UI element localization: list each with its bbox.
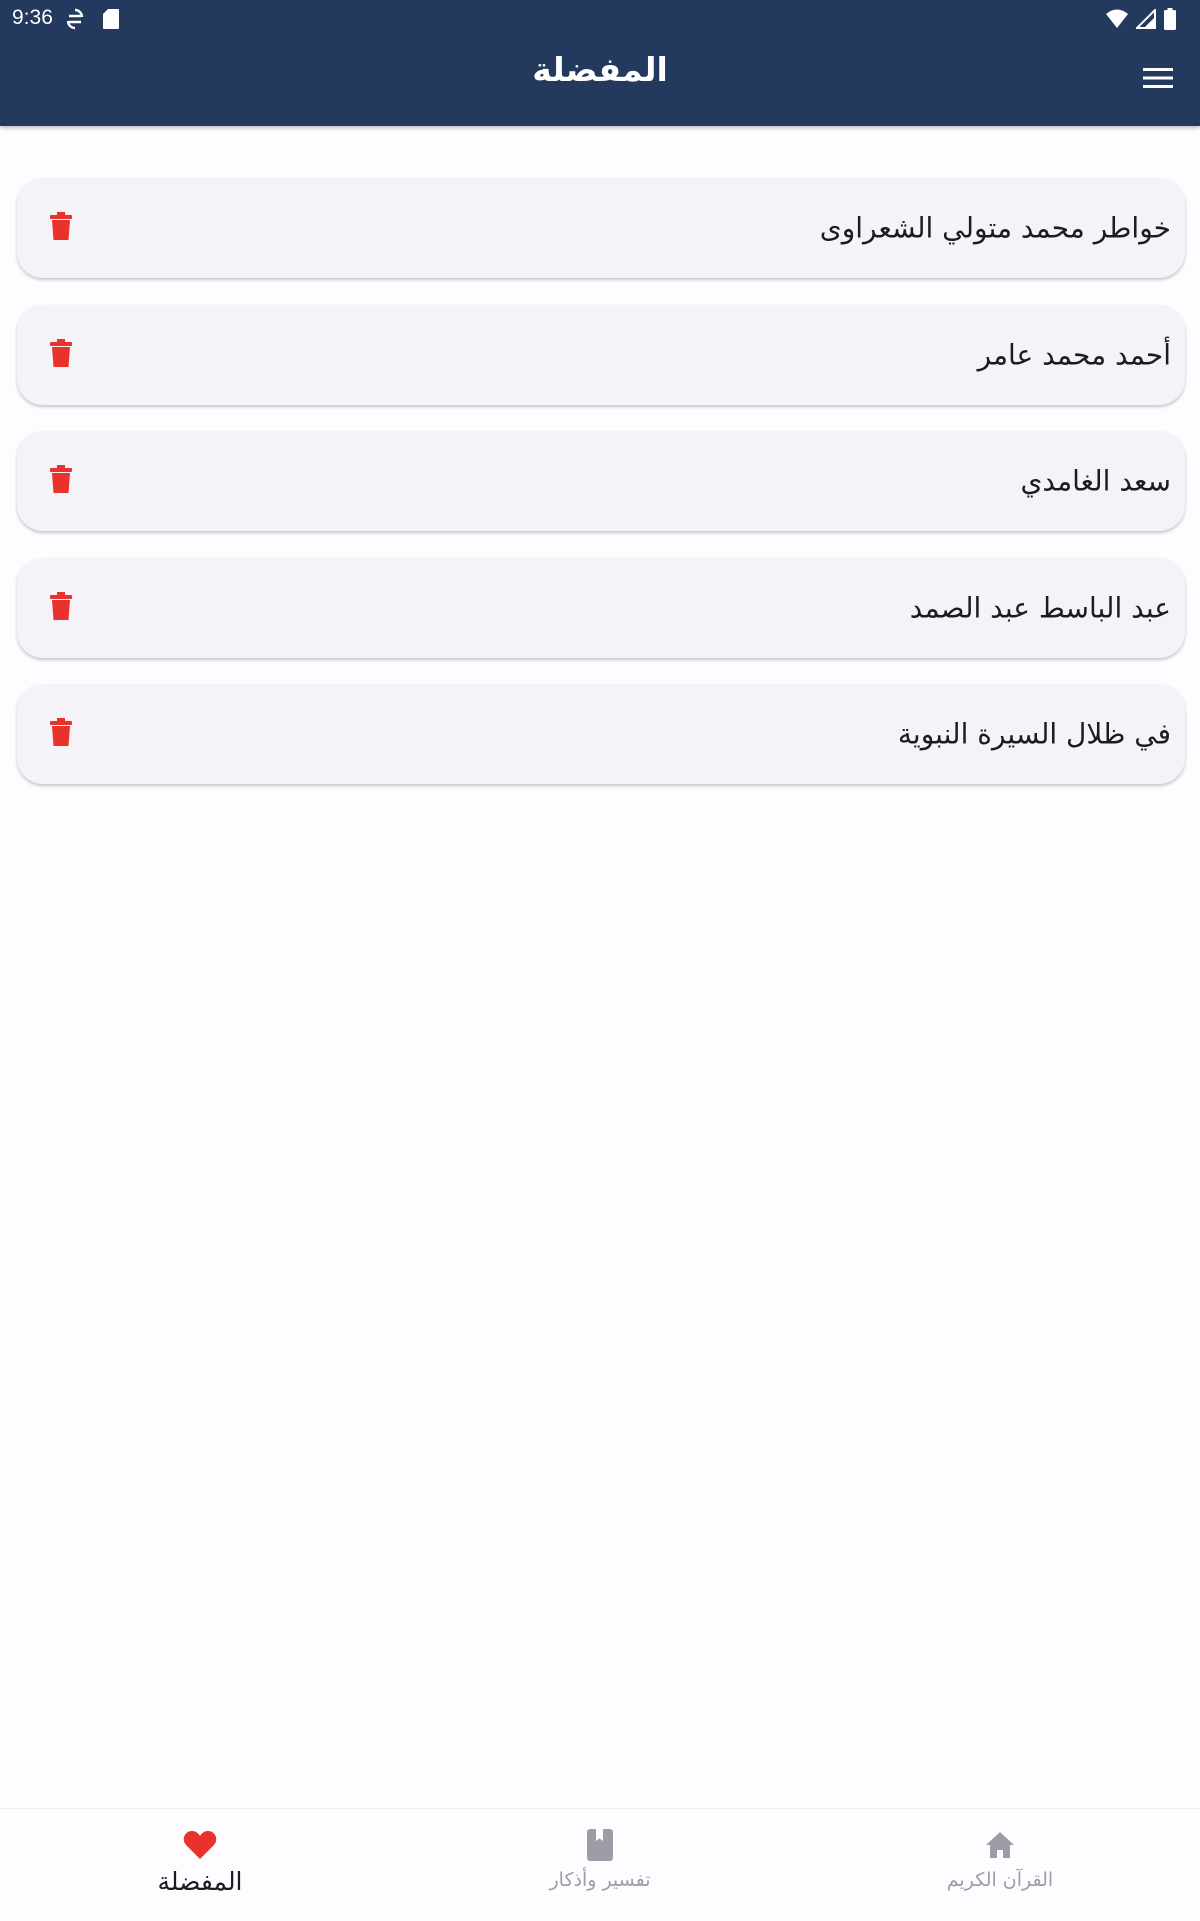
favorites-list <box>17 178 1185 811</box>
status-right-icons <box>1106 8 1176 34</box>
status-time: 9:36 <box>12 6 53 29</box>
favorite-item[interactable] <box>17 558 1185 658</box>
sd-card-icon <box>102 8 120 34</box>
menu-icon <box>1143 67 1173 93</box>
delete-button[interactable] <box>41 208 81 248</box>
app-bar <box>0 40 1200 126</box>
favorite-label: عبد الباسط عبد الصمد <box>909 591 1171 624</box>
favorite-label: خواطر محمد متولي الشعراوى <box>819 211 1171 245</box>
nav-item-quran[interactable] <box>800 1809 1200 1921</box>
sync-icon <box>66 8 84 34</box>
bottom-nav <box>0 1808 1200 1921</box>
page-title: المفضلة <box>532 50 668 89</box>
nav-label-favorites: المفضلة <box>157 1867 243 1896</box>
heart-icon <box>183 1827 217 1863</box>
status-bar <box>0 0 1200 40</box>
trash-icon <box>50 592 72 624</box>
wifi-icon <box>1106 9 1128 33</box>
home-icon <box>985 1827 1015 1863</box>
favorite-item[interactable] <box>17 178 1185 278</box>
favorite-label: سعد الغامدي <box>1020 464 1171 498</box>
battery-icon <box>1164 8 1176 34</box>
favorite-label: أحمد محمد عامر <box>977 338 1171 371</box>
menu-button[interactable] <box>1138 60 1178 100</box>
trash-icon <box>50 339 72 371</box>
nav-item-tafsir[interactable] <box>400 1809 800 1921</box>
nav-label-quran: القرآن الكريم <box>946 1869 1054 1891</box>
favorite-item[interactable] <box>17 305 1185 405</box>
nav-label-tafsir: تفسير وأذكار <box>549 1869 651 1891</box>
delete-button[interactable] <box>41 588 81 628</box>
book-icon <box>587 1827 613 1863</box>
delete-button[interactable] <box>41 335 81 375</box>
trash-icon <box>50 212 72 244</box>
favorite-label: في ظلال السيرة النبوية <box>897 717 1171 751</box>
trash-icon <box>50 465 72 497</box>
favorite-item[interactable] <box>17 684 1185 784</box>
status-left-icons <box>66 8 120 34</box>
nav-item-favorites[interactable] <box>0 1809 400 1921</box>
trash-icon <box>50 718 72 750</box>
delete-button[interactable] <box>41 714 81 754</box>
favorite-item[interactable] <box>17 431 1185 531</box>
delete-button[interactable] <box>41 461 81 501</box>
signal-icon <box>1136 9 1156 33</box>
